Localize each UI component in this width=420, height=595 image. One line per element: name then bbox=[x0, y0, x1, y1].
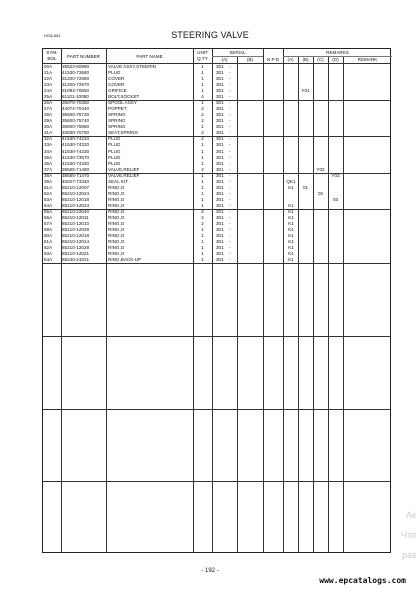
serial-a-cell: 301 bbox=[216, 190, 224, 196]
serial-a-cell: 301 bbox=[216, 69, 224, 75]
part-number-cell: 31093-70650 bbox=[62, 88, 90, 93]
column-divider bbox=[61, 49, 62, 552]
serial-a-cell: 301 bbox=[216, 75, 224, 81]
part-name-cell: RING,O bbox=[108, 245, 125, 251]
page-title: STEERING VALVE bbox=[171, 30, 249, 40]
part-name-cell: RING,O bbox=[108, 184, 125, 190]
part-number-cell: 61101-10050 bbox=[62, 94, 89, 100]
serial-dash-cell: - bbox=[229, 215, 231, 221]
serial-a-cell: 301 bbox=[216, 154, 224, 160]
quantity-cell: 2 bbox=[201, 215, 204, 221]
remark-a-cell: K1 bbox=[288, 202, 294, 208]
remark-d-cell: 03 bbox=[332, 196, 339, 202]
symbol-cell: 37A bbox=[44, 166, 53, 172]
header-serial: SERIAL bbox=[229, 50, 246, 55]
remark-a-cell: K1 bbox=[288, 209, 294, 214]
serial-dash-cell: - bbox=[229, 130, 231, 136]
subheader-divider bbox=[283, 56, 392, 57]
serial-dash-cell: - bbox=[229, 245, 231, 251]
quantity-cell: 2 bbox=[201, 118, 204, 124]
part-name-cell: BOLT,SOCKET bbox=[108, 94, 140, 100]
header-remark: REMARK bbox=[357, 57, 378, 62]
symbol-cell: 36A bbox=[44, 160, 53, 166]
overlay-text-2: Что bbox=[400, 530, 416, 540]
header-unit-qty: UNIT Q.TY bbox=[197, 50, 208, 61]
serial-a-cell: 301 bbox=[216, 245, 224, 251]
header-remarks-a: (A) bbox=[287, 57, 294, 62]
remark-a-cell: QK1 bbox=[286, 178, 296, 184]
quantity-cell: 1 bbox=[201, 75, 204, 81]
symbol-cell: 56A bbox=[44, 215, 53, 221]
part-name-cell: SPRING bbox=[108, 124, 126, 130]
part-number-cell: 65210-12028 bbox=[62, 227, 90, 233]
symbol-cell: 35A bbox=[44, 154, 53, 160]
serial-dash-cell: - bbox=[229, 81, 231, 87]
column-divider bbox=[237, 56, 238, 552]
part-number-cell: 41530-74320 bbox=[62, 142, 90, 148]
serial-dash-cell: - bbox=[229, 136, 231, 142]
symbol-cell: 22A bbox=[44, 75, 53, 81]
quantity-cell: 1 bbox=[201, 172, 204, 178]
part-number-cell: 65210-22040 bbox=[62, 209, 90, 214]
remark-a-cell: K1 bbox=[288, 257, 294, 263]
serial-dash-cell: - bbox=[229, 239, 231, 245]
part-name-cell: RING,O bbox=[108, 227, 125, 233]
part-number-cell: 44074-70440 bbox=[62, 106, 90, 112]
serial-a-cell: 301 bbox=[216, 106, 224, 112]
symbol-cell: 25A bbox=[44, 94, 53, 100]
remark-a-cell: K1 bbox=[288, 215, 294, 221]
quantity-cell: 1 bbox=[201, 257, 204, 263]
symbol-cell: 63A bbox=[44, 251, 53, 257]
part-name-cell: RING,O bbox=[108, 196, 125, 202]
part-name-cell: VALVE,RELIEF bbox=[108, 172, 140, 178]
part-name-cell: RING,O bbox=[108, 239, 125, 245]
part-number-cell: 38565-71470 bbox=[62, 172, 90, 178]
column-divider bbox=[106, 49, 107, 552]
serial-dash-cell: - bbox=[229, 88, 231, 93]
page-number: - 192 - bbox=[201, 568, 219, 574]
quantity-cell: 1 bbox=[201, 184, 204, 190]
part-name-cell: RING,O bbox=[108, 221, 125, 227]
remark-a-cell: K1 bbox=[288, 227, 294, 233]
header-serial-a: (A) bbox=[221, 57, 228, 62]
column-divider bbox=[283, 49, 284, 552]
serial-a-cell: 301 bbox=[216, 202, 224, 208]
serial-dash-cell: - bbox=[229, 154, 231, 160]
symbol-cell: 34A bbox=[44, 148, 53, 154]
header-part-number: PART NUMBER bbox=[67, 54, 100, 59]
serial-dash-cell: - bbox=[229, 148, 231, 154]
part-number-cell: 35875-70350 bbox=[62, 100, 90, 106]
part-number-cell: 65210-12014 bbox=[62, 239, 90, 245]
part-name-cell: PLUG bbox=[108, 160, 121, 166]
symbol-cell: 55A bbox=[44, 209, 53, 214]
serial-dash-cell: - bbox=[229, 166, 231, 172]
quantity-cell: 1 bbox=[201, 148, 204, 154]
part-number-cell: 65210-12024 bbox=[62, 202, 90, 208]
quantity-cell: 2 bbox=[201, 112, 204, 118]
symbol-cell: 21A bbox=[44, 69, 53, 75]
part-name-cell: RING,O bbox=[108, 251, 125, 257]
symbol-cell: 24A bbox=[44, 88, 53, 93]
serial-dash-cell: - bbox=[229, 118, 231, 124]
part-number-cell: 65210-12011 bbox=[62, 215, 89, 221]
serial-a-cell: 301 bbox=[216, 172, 224, 178]
symbol-cell: 29A bbox=[44, 118, 53, 124]
symbol-cell: 39A bbox=[44, 178, 53, 184]
column-divider bbox=[298, 56, 299, 552]
parts-table bbox=[42, 48, 391, 553]
serial-a-cell: 301 bbox=[216, 130, 224, 136]
part-number-cell: 65210-12010 bbox=[62, 221, 90, 227]
quantity-cell: 4 bbox=[201, 94, 204, 100]
serial-a-cell: 301 bbox=[216, 227, 224, 233]
part-number-cell: 41530-73660 bbox=[62, 69, 90, 75]
quantity-cell: 2 bbox=[201, 136, 204, 142]
quantity-cell: 2 bbox=[201, 106, 204, 112]
symbol-cell: 30A bbox=[44, 124, 53, 130]
serial-dash-cell: - bbox=[229, 112, 231, 118]
serial-a-cell: 301 bbox=[216, 196, 224, 202]
symbol-cell: 51A bbox=[44, 184, 53, 190]
quantity-cell: 1 bbox=[201, 142, 204, 148]
quantity-cell: 2 bbox=[201, 221, 204, 227]
quantity-cell: 1 bbox=[201, 63, 204, 69]
grid-divider bbox=[43, 336, 390, 337]
part-number-cell: 31200-72960 bbox=[62, 75, 90, 81]
part-name-cell: RING,O bbox=[108, 209, 125, 214]
header-remarks: REMARKS bbox=[326, 50, 349, 55]
symbol-cell: 32A bbox=[44, 136, 53, 142]
part-number-cell: 35600-75740 bbox=[62, 118, 90, 124]
quantity-cell: 1 bbox=[201, 245, 204, 251]
remark-d-cell: Y03 bbox=[331, 172, 340, 178]
quantity-cell: 1 bbox=[201, 190, 204, 196]
watermark-url: www.epcatalogs.com bbox=[319, 576, 406, 585]
symbol-cell: 53A bbox=[44, 196, 53, 202]
remark-a-cell: K1 bbox=[288, 251, 294, 257]
serial-dash-cell: - bbox=[229, 172, 231, 178]
symbol-cell: 28A bbox=[44, 112, 53, 118]
serial-a-cell: 301 bbox=[216, 94, 224, 100]
serial-dash-cell: - bbox=[229, 63, 231, 69]
serial-a-cell: 301 bbox=[216, 88, 224, 93]
serial-a-cell: 301 bbox=[216, 257, 224, 263]
overlay-text-3: раз bbox=[401, 550, 416, 560]
part-number-cell: 65210-12021 bbox=[62, 251, 90, 257]
part-name-cell: RING,O bbox=[108, 190, 125, 196]
symbol-cell: 52A bbox=[44, 190, 53, 196]
serial-dash-cell: - bbox=[229, 251, 231, 257]
header-serial-b: (B) bbox=[246, 57, 254, 62]
quantity-cell: 1 bbox=[201, 154, 204, 160]
serial-a-cell: 301 bbox=[216, 215, 224, 221]
symbol-cell: 62A bbox=[44, 245, 53, 251]
grid-divider bbox=[43, 263, 390, 264]
symbol-cell: 57A bbox=[44, 221, 53, 227]
serial-dash-cell: - bbox=[229, 257, 231, 263]
subheader-divider bbox=[212, 56, 263, 57]
remark-a-cell: K1 bbox=[288, 239, 294, 245]
symbol-cell: 64A bbox=[44, 257, 53, 263]
part-name-cell: PLUG bbox=[108, 154, 121, 160]
part-number-cell: 41530-74340 bbox=[62, 160, 90, 166]
serial-dash-cell: - bbox=[229, 69, 231, 75]
serial-dash-cell: - bbox=[229, 202, 231, 208]
column-divider bbox=[328, 56, 329, 552]
remark-a-cell: K1 bbox=[288, 233, 294, 239]
serial-dash-cell: - bbox=[229, 190, 231, 196]
remark-a-cell: K1 bbox=[288, 221, 294, 227]
serial-dash-cell: - bbox=[229, 184, 231, 190]
remark-b-cell: 01 bbox=[302, 184, 309, 190]
serial-dash-cell: - bbox=[229, 94, 231, 100]
remark-c-cell: Y02 bbox=[316, 166, 325, 172]
serial-a-cell: 301 bbox=[216, 184, 224, 190]
serial-a-cell: 301 bbox=[216, 136, 224, 142]
serial-a-cell: 301 bbox=[216, 100, 224, 106]
serial-a-cell: 301 bbox=[216, 112, 224, 118]
quantity-cell: 1 bbox=[201, 251, 204, 257]
serial-a-cell: 301 bbox=[216, 166, 224, 172]
header-sym-bol: SYM- BOL bbox=[46, 50, 58, 61]
grid-divider bbox=[43, 481, 390, 482]
quantity-cell: 2 bbox=[201, 130, 204, 136]
grid-divider bbox=[43, 409, 390, 410]
quantity-cell: 1 bbox=[201, 196, 204, 202]
part-number-cell: 65210-12028 bbox=[62, 245, 90, 251]
column-divider bbox=[212, 49, 213, 552]
part-name-cell: VALVE ASSY,STEERIN bbox=[108, 63, 156, 69]
symbol-cell: 33A bbox=[44, 142, 53, 148]
serial-a-cell: 301 bbox=[216, 233, 224, 239]
part-number-cell: 65210-12018 bbox=[62, 233, 90, 239]
part-number-cell: 33930-70750 bbox=[62, 130, 90, 136]
quantity-cell: 2 bbox=[201, 166, 204, 172]
symbol-cell: 38A bbox=[44, 172, 53, 178]
serial-a-cell: 301 bbox=[216, 160, 224, 166]
part-number-cell: 41530-74310 bbox=[62, 136, 90, 142]
part-name-cell: SEAL KIT bbox=[108, 178, 128, 184]
serial-a-cell: 301 bbox=[216, 142, 224, 148]
symbol-cell: 61A bbox=[44, 239, 53, 245]
document-code: HGA-681 bbox=[44, 33, 61, 38]
part-name-cell: SPRING bbox=[108, 118, 126, 124]
quantity-cell: 1 bbox=[201, 81, 204, 87]
symbol-cell: 60A bbox=[44, 233, 53, 239]
symbol-cell: 54A bbox=[44, 202, 53, 208]
part-number-cell: 41530-73570 bbox=[62, 154, 90, 160]
part-number-cell: 35600-75860 bbox=[62, 124, 90, 130]
serial-a-cell: 301 bbox=[216, 124, 224, 130]
header-npd: N P D bbox=[266, 57, 280, 62]
serial-dash-cell: - bbox=[229, 221, 231, 227]
serial-dash-cell: - bbox=[229, 100, 231, 106]
serial-dash-cell: - bbox=[229, 209, 231, 214]
quantity-cell: 1 bbox=[201, 69, 204, 75]
quantity-cell: 1 bbox=[201, 233, 204, 239]
quantity-cell: 1 bbox=[201, 100, 204, 106]
quantity-cell: 1 bbox=[201, 239, 204, 245]
symbol-cell: 00A bbox=[44, 63, 53, 69]
symbol-cell: 31A bbox=[44, 130, 53, 136]
part-number-cell: 38523-60980 bbox=[62, 63, 90, 69]
quantity-cell: 1 bbox=[201, 88, 204, 93]
part-name-cell: PLUG bbox=[108, 136, 121, 142]
remark-c-cell: 02 bbox=[317, 190, 324, 196]
quantity-cell: 1 bbox=[201, 227, 204, 233]
serial-dash-cell: - bbox=[229, 196, 231, 202]
part-name-cell: PLUG bbox=[108, 69, 121, 75]
symbol-cell: 23A bbox=[44, 81, 53, 87]
part-name-cell: RING,O bbox=[108, 215, 125, 221]
header-remarks-b: (B) bbox=[302, 57, 309, 62]
part-name-cell: RING,O bbox=[108, 233, 125, 239]
quantity-cell: 1 bbox=[201, 202, 204, 208]
part-number-cell: 65210-12007 bbox=[62, 184, 90, 190]
part-name-cell: RING,O bbox=[108, 202, 125, 208]
quantity-cell: 1 bbox=[201, 160, 204, 166]
serial-a-cell: 301 bbox=[216, 118, 224, 124]
part-name-cell: POPPET bbox=[108, 106, 127, 112]
part-name-cell: ORIFICE bbox=[108, 88, 127, 93]
part-name-cell: VALVE,RELIEF bbox=[108, 166, 140, 172]
serial-dash-cell: - bbox=[229, 106, 231, 112]
serial-dash-cell: - bbox=[229, 142, 231, 148]
serial-dash-cell: - bbox=[229, 233, 231, 239]
part-name-cell: PLUG bbox=[108, 142, 121, 148]
part-name-cell: SEAT,SPRING bbox=[108, 130, 139, 136]
serial-a-cell: 301 bbox=[216, 148, 224, 154]
part-number-cell: 65240-21021 bbox=[62, 257, 90, 263]
header-remarks-d: (D) bbox=[332, 57, 339, 62]
serial-a-cell: 301 bbox=[216, 251, 224, 257]
column-divider bbox=[263, 49, 264, 552]
symbol-cell: 26A bbox=[44, 100, 53, 106]
serial-a-cell: 301 bbox=[216, 239, 224, 245]
serial-a-cell: 301 bbox=[216, 63, 224, 69]
serial-dash-cell: - bbox=[229, 160, 231, 166]
part-number-cell: 41530-74330 bbox=[62, 148, 90, 154]
column-divider bbox=[343, 56, 344, 552]
serial-dash-cell: - bbox=[229, 227, 231, 233]
part-name-cell: RING,BACK-UP bbox=[108, 257, 142, 263]
part-name-cell: SPOOL ASSY bbox=[108, 100, 137, 106]
part-name-cell: SPRING bbox=[108, 112, 126, 118]
part-name-cell: PLUG bbox=[108, 148, 121, 154]
header-remarks-c: (C) bbox=[317, 57, 324, 62]
symbol-cell: 27A bbox=[44, 106, 53, 112]
serial-a-cell: 301 bbox=[216, 81, 224, 87]
part-name-cell: COVER bbox=[108, 75, 125, 81]
serial-a-cell: 301 bbox=[216, 178, 224, 184]
serial-a-cell: 301 bbox=[216, 209, 224, 214]
part-number-cell: 65210-12024 bbox=[62, 190, 90, 196]
serial-dash-cell: - bbox=[229, 75, 231, 81]
remark-b-cell: Y01 bbox=[301, 88, 310, 93]
part-number-cell: 31200-72970 bbox=[62, 81, 90, 87]
quantity-cell: 2 bbox=[201, 209, 204, 214]
quantity-cell: 1 bbox=[201, 178, 204, 184]
overlay-text-1: Ак bbox=[406, 510, 416, 520]
part-number-cell: 40027-73340 bbox=[62, 178, 90, 184]
remark-a-cell: K1 bbox=[288, 184, 294, 190]
header-part-name: PART NAME bbox=[136, 54, 163, 59]
serial-dash-cell: - bbox=[229, 124, 231, 130]
serial-dash-cell: - bbox=[229, 178, 231, 184]
remark-a-cell: K1 bbox=[288, 245, 294, 251]
column-divider bbox=[313, 56, 314, 552]
part-number-cell: 38565-71460 bbox=[62, 166, 90, 172]
part-name-cell: COVER bbox=[108, 81, 125, 87]
part-number-cell: 35600-75730 bbox=[62, 112, 90, 118]
symbol-cell: 59A bbox=[44, 227, 53, 233]
column-divider bbox=[193, 49, 194, 552]
serial-a-cell: 301 bbox=[216, 221, 224, 227]
part-number-cell: 65210-12018 bbox=[62, 196, 90, 202]
quantity-cell: 1 bbox=[201, 124, 204, 130]
